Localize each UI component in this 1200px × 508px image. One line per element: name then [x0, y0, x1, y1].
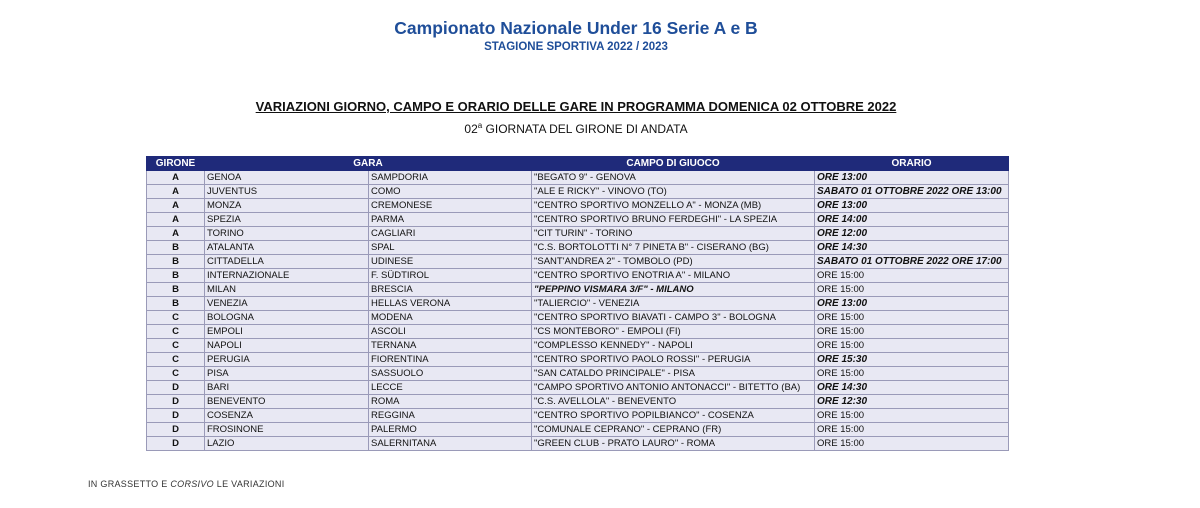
cell-orario: ORE 15:00	[815, 283, 1009, 297]
table-row	[147, 255, 1009, 269]
cell-campo: "CS MONTEBORO" - EMPOLI (FI)	[532, 325, 815, 339]
cell-home-team: MONZA	[205, 199, 369, 213]
cell-orario: SABATO 01 OTTOBRE 2022 ORE 17:00	[815, 255, 1009, 269]
cell-campo: "ALE E RICKY" - VINOVO (TO)	[532, 185, 815, 199]
giornata-subheading	[0, 121, 1152, 136]
cell-girone: C	[147, 325, 205, 339]
cell-campo: "TALIERCIO" - VENEZIA	[532, 297, 815, 311]
cell-girone: D	[147, 409, 205, 423]
cell-girone: D	[147, 423, 205, 437]
table-row	[147, 437, 1009, 451]
cell-girone: A	[147, 227, 205, 241]
table-row	[147, 227, 1009, 241]
table-row	[147, 367, 1009, 381]
table-row	[147, 311, 1009, 325]
cell-campo: "CENTRO SPORTIVO MONZELLO A" - MONZA (MB)	[532, 199, 815, 213]
cell-home-team: BENEVENTO	[205, 395, 369, 409]
cell-girone: C	[147, 339, 205, 353]
cell-orario: ORE 15:00	[815, 367, 1009, 381]
table-row	[147, 241, 1009, 255]
cell-home-team: NAPOLI	[205, 339, 369, 353]
cell-girone: C	[147, 353, 205, 367]
cell-girone: D	[147, 437, 205, 451]
cell-home-team: CITTADELLA	[205, 255, 369, 269]
cell-orario: ORE 15:30	[815, 353, 1009, 367]
cell-home-team: MILAN	[205, 283, 369, 297]
cell-home-team: COSENZA	[205, 409, 369, 423]
schedule-table	[146, 156, 1009, 451]
table-row	[147, 297, 1009, 311]
cell-home-team: JUVENTUS	[205, 185, 369, 199]
season-subtitle: STAGIONE SPORTIVA 2022 / 2023	[484, 41, 668, 53]
cell-home-team: BOLOGNA	[205, 311, 369, 325]
cell-orario: ORE 15:00	[815, 423, 1009, 437]
cell-campo: "CENTRO SPORTIVO POPILBIANCO" - COSENZA	[532, 409, 815, 423]
table-row	[147, 409, 1009, 423]
cell-home-team: FROSINONE	[205, 423, 369, 437]
cell-girone: B	[147, 255, 205, 269]
footnote-part3: LE VARIAZIONI	[213, 479, 285, 489]
cell-away-team: BRESCIA	[369, 283, 532, 297]
cell-orario: ORE 15:00	[815, 325, 1009, 339]
cell-home-team: PISA	[205, 367, 369, 381]
table-row	[147, 339, 1009, 353]
cell-girone: B	[147, 283, 205, 297]
cell-orario: ORE 15:00	[815, 409, 1009, 423]
cell-campo: "COMUNALE CEPRANO" - CEPRANO (FR)	[532, 423, 815, 437]
cell-girone: B	[147, 297, 205, 311]
cell-girone: D	[147, 395, 205, 409]
cell-away-team: F. SÜDTIROL	[369, 269, 532, 283]
cell-orario: ORE 12:00	[815, 227, 1009, 241]
cell-campo: "CAMPO SPORTIVO ANTONIO ANTONACCI" - BITETTO (BA)	[532, 381, 815, 395]
cell-home-team: ATALANTA	[205, 241, 369, 255]
col-header-orario: ORARIO	[815, 157, 1009, 171]
cell-orario: ORE 14:30	[815, 241, 1009, 255]
cell-away-team: SAMPDORIA	[369, 171, 532, 185]
table-row	[147, 283, 1009, 297]
cell-home-team: PERUGIA	[205, 353, 369, 367]
cell-girone: B	[147, 241, 205, 255]
cell-girone: B	[147, 269, 205, 283]
table-row	[147, 199, 1009, 213]
cell-campo: "CENTRO SPORTIVO PAOLO ROSSI" - PERUGIA	[532, 353, 815, 367]
cell-girone: C	[147, 367, 205, 381]
cell-orario: ORE 12:30	[815, 395, 1009, 409]
cell-away-team: PALERMO	[369, 423, 532, 437]
cell-campo: "CENTRO SPORTIVO ENOTRIA A" - MILANO	[532, 269, 815, 283]
cell-orario: ORE 13:00	[815, 297, 1009, 311]
cell-campo: "CENTRO SPORTIVO BIAVATI - CAMPO 3" - BOLOGNA	[532, 311, 815, 325]
cell-away-team: HELLAS VERONA	[369, 297, 532, 311]
cell-home-team: GENOA	[205, 171, 369, 185]
cell-orario: ORE 15:00	[815, 269, 1009, 283]
cell-girone: C	[147, 311, 205, 325]
cell-away-team: CAGLIARI	[369, 227, 532, 241]
cell-away-team: TERNANA	[369, 339, 532, 353]
cell-campo: "C.S. BORTOLOTTI N° 7 PINETA B" - CISERANO (BG)	[532, 241, 815, 255]
table-row	[147, 185, 1009, 199]
table-row	[147, 269, 1009, 283]
cell-girone: A	[147, 185, 205, 199]
cell-away-team: LECCE	[369, 381, 532, 395]
cell-orario: ORE 13:00	[815, 171, 1009, 185]
section-heading: VARIAZIONI GIORNO, CAMPO E ORARIO DELLE GARE IN PROGRAMMA DOMENICA 02 OTTOBRE 2022	[255, 99, 897, 114]
cell-campo: "CIT TURIN" - TORINO	[532, 227, 815, 241]
cell-away-team: CREMONESE	[369, 199, 532, 213]
footnote-part2: CORSIVO	[170, 479, 214, 489]
cell-orario: ORE 13:00	[815, 199, 1009, 213]
cell-away-team: SALERNITANA	[369, 437, 532, 451]
table-row	[147, 423, 1009, 437]
cell-away-team: COMO	[369, 185, 532, 199]
cell-away-team: PARMA	[369, 213, 532, 227]
table-header-row	[147, 157, 1009, 171]
cell-home-team: LAZIO	[205, 437, 369, 451]
table-row	[147, 381, 1009, 395]
table-row	[147, 353, 1009, 367]
cell-away-team: SPAL	[369, 241, 532, 255]
cell-home-team: TORINO	[205, 227, 369, 241]
cell-home-team: EMPOLI	[205, 325, 369, 339]
cell-orario: ORE 14:00	[815, 213, 1009, 227]
cell-girone: A	[147, 213, 205, 227]
table-row	[147, 325, 1009, 339]
cell-orario: ORE 15:00	[815, 311, 1009, 325]
cell-away-team: REGGINA	[369, 409, 532, 423]
giornata-number: 02	[464, 122, 478, 136]
table-row	[147, 395, 1009, 409]
col-header-girone: GIRONE	[147, 157, 205, 171]
cell-campo: "GREEN CLUB - PRATO LAURO" - ROMA	[532, 437, 815, 451]
cell-campo: "CENTRO SPORTIVO BRUNO FERDEGHI" - LA SPEZIA	[532, 213, 815, 227]
cell-home-team: BARI	[205, 381, 369, 395]
cell-campo: "SANT'ANDREA 2" - TOMBOLO (PD)	[532, 255, 815, 269]
col-header-campo: CAMPO DI GIUOCO	[532, 157, 815, 171]
cell-away-team: MODENA	[369, 311, 532, 325]
cell-away-team: ASCOLI	[369, 325, 532, 339]
cell-orario: ORE 15:00	[815, 437, 1009, 451]
cell-home-team: SPEZIA	[205, 213, 369, 227]
cell-girone: A	[147, 171, 205, 185]
cell-campo: "PEPPINO VISMARA 3/F" - MILANO	[532, 283, 815, 297]
cell-campo: "COMPLESSO KENNEDY" - NAPOLI	[532, 339, 815, 353]
cell-orario: ORE 14:30	[815, 381, 1009, 395]
footnote	[88, 479, 285, 489]
cell-girone: D	[147, 381, 205, 395]
footnote-part1: IN GRASSETTO E	[88, 479, 171, 489]
cell-girone: A	[147, 199, 205, 213]
col-header-gara: GARA	[205, 157, 532, 171]
giornata-text: GIORNATA DEL GIRONE DI ANDATA	[482, 122, 688, 136]
cell-away-team: FIORENTINA	[369, 353, 532, 367]
table-row	[147, 213, 1009, 227]
cell-campo: "SAN CATALDO PRINCIPALE" - PISA	[532, 367, 815, 381]
cell-campo: "BEGATO 9" - GENOVA	[532, 171, 815, 185]
cell-away-team: SASSUOLO	[369, 367, 532, 381]
cell-away-team: ROMA	[369, 395, 532, 409]
table-row	[147, 171, 1009, 185]
cell-away-team: UDINESE	[369, 255, 532, 269]
giornata-ordinal: a	[477, 121, 483, 130]
cell-campo: "C.S. AVELLOLA" - BENEVENTO	[532, 395, 815, 409]
page-title: Campionato Nazionale Under 16 Serie A e B	[394, 18, 758, 38]
cell-orario: SABATO 01 OTTOBRE 2022 ORE 13:00	[815, 185, 1009, 199]
cell-home-team: INTERNAZIONALE	[205, 269, 369, 283]
cell-orario: ORE 15:00	[815, 339, 1009, 353]
cell-home-team: VENEZIA	[205, 297, 369, 311]
